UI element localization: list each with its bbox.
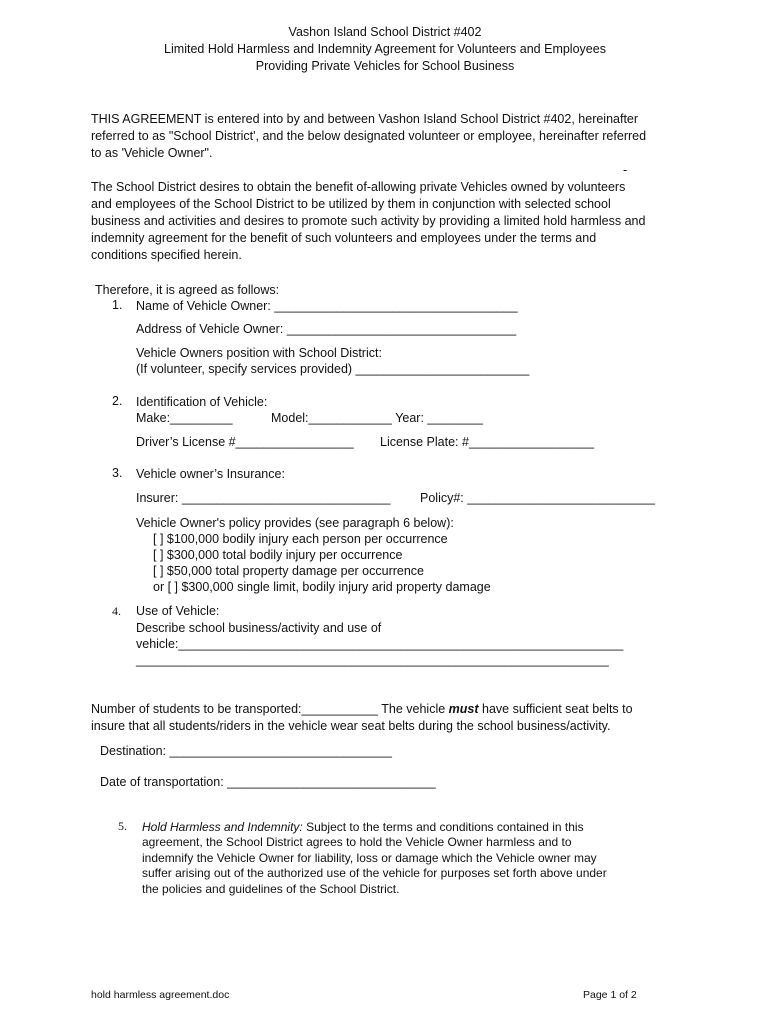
agreement-subtitle: Providing Private Vehicles for School Business (255, 59, 515, 73)
students-line-1-rest: have sufficient seat belts to (478, 702, 633, 716)
stray-mark: - (623, 163, 628, 177)
must-emphasis: must (448, 702, 479, 716)
item-3-number: 3. (112, 466, 123, 480)
make-field[interactable]: Make:_________ (136, 411, 233, 425)
license-plate-field[interactable]: License Plate: #__________________ (380, 435, 595, 449)
hold-harmless-line-1-rest: Subject to the terms and conditions contained in this (302, 820, 584, 834)
drivers-license-field[interactable]: Driver’s License #_________________ (136, 435, 354, 449)
purpose-line-5: conditions specified herein. (91, 248, 242, 262)
coverage-option-4[interactable]: or [ ] $300,000 single limit, bodily injury arid property damage (153, 580, 491, 594)
model-year-field[interactable]: Model:____________ Year: ________ (271, 411, 484, 425)
use-of-vehicle-heading: Use of Vehicle: (136, 604, 220, 618)
purpose-line-2: and employees of the School District to be utilized by them in conjunction with selected school (91, 197, 611, 211)
destination-field[interactable]: Destination: ________________________________ (100, 744, 392, 758)
hold-harmless-line-5: the policies and guidelines of the School District. (142, 882, 400, 896)
intro-line-3: to as 'Vehicle Owner". (91, 146, 213, 160)
hold-harmless-line-4: suffer arising out of the authorized use of the vehicle for purposes set forth above under (142, 866, 607, 880)
students-count-field[interactable]: Number of students to be transported:___________ The vehicle (91, 702, 449, 716)
footer-filename: hold harmless agreement.doc (91, 989, 230, 1001)
policy-provides-label: Vehicle Owner's policy provides (see paragraph 6 below): (136, 516, 454, 530)
district-title: Vashon Island School District #402 (288, 25, 482, 39)
hold-harmless-line-2: agreement, the School District agrees to hold the Vehicle Owner harmless and to (142, 835, 572, 849)
purpose-line-1: The School District desires to obtain the benefit of-allowing private Vehicles owned by volunteers (91, 180, 626, 194)
footer-page-number: Page 1 of 2 (583, 989, 637, 1001)
volunteer-services-field[interactable]: (If volunteer, specify services provided) _________________________ (136, 362, 530, 376)
coverage-option-2[interactable]: [ ] $300,000 total bodily injury per occurrence (153, 548, 403, 562)
therefore-heading: Therefore, it is agreed as follows: (95, 283, 280, 297)
hold-harmless-line-3: indemnify the Vehicle Owner for liability, loss or damage which the Vehicle owner may (142, 851, 597, 865)
insurer-field[interactable]: Insurer: ______________________________ (136, 491, 391, 505)
vehicle-id-heading: Identification of Vehicle: (136, 395, 268, 409)
purpose-line-3: business and activities and desires to promote such activity by providing a limited hold harmless and (91, 214, 646, 228)
describe-use-label: Describe school business/activity and use of (136, 621, 382, 635)
purpose-line-4: indemnity agreement for the benefit of such volunteers and employees under the terms and (91, 231, 597, 245)
intro-line-1: THIS AGREEMENT is entered into by and between Vashon Island School District #402, hereinafter (91, 112, 639, 126)
intro-line-2: referred to as "School District', and the below designated volunteer or employee, hereinafter referred (91, 129, 647, 143)
vehicle-use-field-2[interactable]: ____________________________________________________________________ (136, 653, 609, 667)
transport-date-field[interactable]: Date of transportation: ______________________________ (100, 775, 436, 789)
item-1-number: 1. (112, 298, 123, 312)
item-5-number: 5. (118, 819, 127, 833)
owner-name-field[interactable]: Name of Vehicle Owner: ___________________________________ (136, 299, 518, 313)
students-line-2: insure that all students/riders in the vehicle wear seat belts during the school business/activity. (91, 719, 611, 733)
coverage-option-3[interactable]: [ ] $50,000 total property damage per occurrence (153, 564, 424, 578)
policy-number-field[interactable]: Policy#: ___________________________ (420, 491, 655, 505)
hold-harmless-line-1 (142, 819, 584, 835)
hold-harmless-title: Hold Harmless and Indemnity: (142, 820, 303, 834)
students-line-1 (91, 701, 633, 717)
item-4-number: 4. (112, 604, 121, 618)
owner-position-label: Vehicle Owners position with School District: (136, 346, 382, 360)
coverage-option-1[interactable]: [ ] $100,000 bodily injury each person per occurrence (153, 532, 448, 546)
item-2-number: 2. (112, 394, 123, 408)
insurance-heading: Vehicle owner’s Insurance: (136, 467, 285, 481)
agreement-title: Limited Hold Harmless and Indemnity Agreement for Volunteers and Employees (164, 42, 606, 56)
owner-address-field[interactable]: Address of Vehicle Owner: _________________________________ (136, 322, 517, 336)
vehicle-use-field[interactable]: vehicle:________________________________________________________________ (136, 637, 624, 651)
